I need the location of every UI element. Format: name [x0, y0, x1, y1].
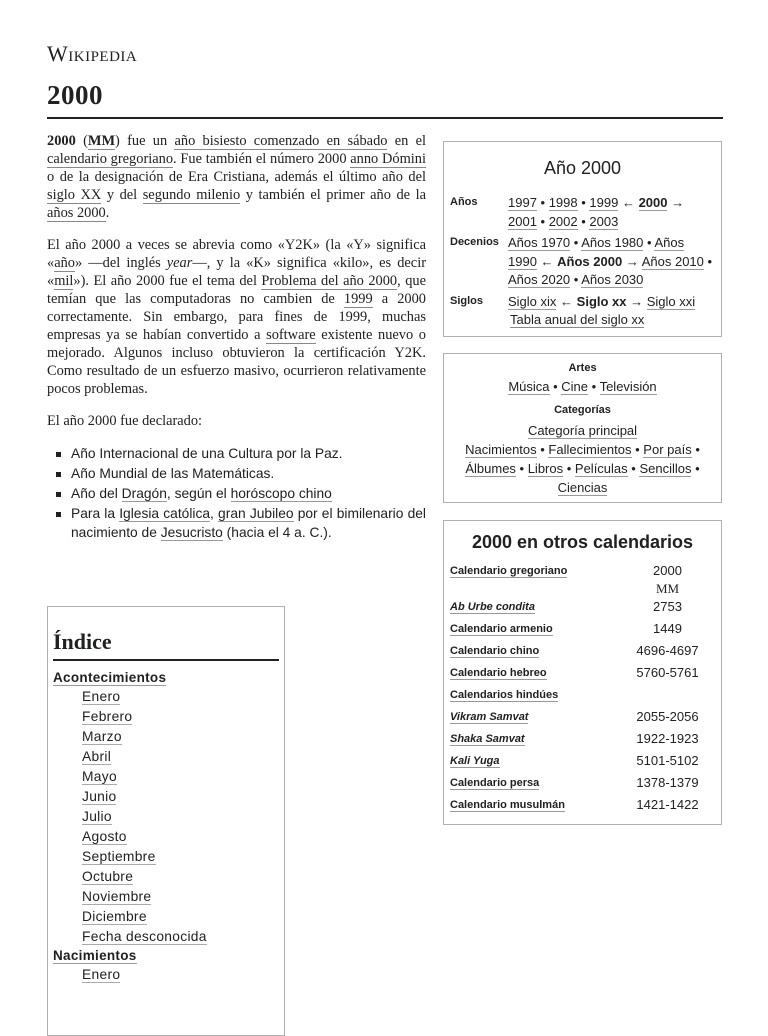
calendar-label-link[interactable]: Shaka Samvat: [450, 733, 525, 745]
calendar-label-link[interactable]: Calendario persa: [450, 777, 540, 789]
link-nacimientos[interactable]: Nacimientos: [465, 442, 537, 457]
calendar-row: [444, 642, 721, 664]
link-mm[interactable]: MM: [87, 133, 116, 149]
categorias-label: Categorías: [554, 404, 611, 416]
calendar-value: 2055-2056: [636, 709, 699, 724]
link-tabla-anual[interactable]: Tabla anual del siglo xx: [510, 312, 645, 327]
calendar-row: [444, 598, 721, 620]
link-musica[interactable]: Música: [508, 379, 550, 394]
toc-title: Índice: [53, 629, 279, 661]
link-ano-bisiesto[interactable]: año bisiesto comenzado en sábado: [174, 133, 388, 149]
toc-item[interactable]: Febrero: [82, 709, 133, 724]
list-item: Año Mundial de las Matemáticas.: [71, 464, 426, 483]
other-calendars-infobox: [443, 520, 722, 825]
link-gran-jubileo[interactable]: gran Jubileo: [218, 506, 294, 521]
calendar-value: 5760-5761: [636, 665, 699, 680]
link-iglesia-catolica[interactable]: Iglesia católica: [119, 506, 211, 521]
link-categoria-principal[interactable]: Categoría principal: [527, 423, 638, 438]
toc-item[interactable]: Junio: [82, 789, 117, 804]
link-1998[interactable]: 1998: [548, 195, 578, 210]
calendars-table: [444, 562, 721, 818]
calendar-value: 5101-5102: [636, 753, 699, 768]
link-siglo-xx[interactable]: siglo XX: [47, 187, 102, 203]
link-2001[interactable]: 2001: [508, 213, 537, 229]
list-item: Año Internacional de una Cultura por la Paz.: [71, 444, 426, 463]
categories-infobox: Artes Música • Cine • Televisión Categorías Categoría principal Nacimientos • Fallecimientos • Por país • Álbumes • Libros • Películas • Sencillos • Ciencias: [443, 353, 722, 503]
toc-item[interactable]: Agosto: [82, 829, 127, 844]
calendar-label-link[interactable]: Calendario musulmán: [450, 799, 565, 811]
link-peliculas[interactable]: Películas: [574, 461, 628, 476]
link-siglo-xix[interactable]: Siglo xix: [508, 293, 557, 309]
bold-year: 2000: [47, 133, 76, 149]
calendar-row: [444, 796, 721, 818]
current-decade: Años 2000: [557, 253, 623, 269]
link-mil[interactable]: mil: [54, 273, 74, 289]
calendar-label-link[interactable]: Kali Yuga: [450, 755, 500, 767]
calendars-title: 2000 en otros calendarios: [471, 532, 694, 552]
decenios-label: Decenios: [450, 236, 499, 248]
link-ciencias[interactable]: Ciencias: [557, 480, 608, 495]
link-2003[interactable]: 2003: [589, 213, 619, 229]
anos-label: Años: [450, 196, 478, 208]
toc-item[interactable]: Abril: [82, 749, 112, 764]
toc-item[interactable]: Enero: [82, 689, 121, 704]
toc-item[interactable]: Julio: [82, 809, 112, 824]
link-television[interactable]: Televisión: [599, 379, 657, 394]
toc-item[interactable]: Marzo: [82, 729, 122, 744]
toc-section-acontecimientos[interactable]: Acontecimientos: [53, 670, 167, 685]
link-jesucristo[interactable]: Jesucristo: [160, 525, 223, 540]
siglos-row: Siglos Siglo xix ← Siglo xx → Siglo xxi: [444, 293, 721, 312]
table-of-contents: [47, 606, 285, 1036]
toc-item[interactable]: Fecha desconocida: [82, 929, 207, 944]
calendar-label-link[interactable]: Calendario hebreo: [450, 667, 547, 679]
link-por-pais[interactable]: Por país: [643, 442, 692, 457]
decenios-row: Decenios Años 1970 • Años 1980 • Años 1990 ← Años 2000 → Años 2010 • Años 2020 • Años 2030: [444, 234, 721, 290]
link-libros[interactable]: Libros: [527, 461, 564, 476]
page-title: 2000: [47, 80, 103, 110]
link-segundo-milenio[interactable]: segundo milenio: [142, 187, 241, 203]
link-problema-ano-2000[interactable]: Problema del año 2000: [261, 273, 398, 289]
calendar-row: [444, 752, 721, 774]
link-anos-2020[interactable]: Años 2020: [508, 272, 571, 287]
calendar-value: 2753: [653, 599, 682, 614]
toc-item[interactable]: Mayo: [82, 769, 117, 784]
toc-section-nacimientos[interactable]: Nacimientos: [53, 948, 137, 963]
current-century: Siglo xx: [576, 293, 627, 309]
link-1999[interactable]: 1999: [343, 291, 373, 307]
calendar-value: 1421-1422: [636, 797, 699, 812]
link-anos-1990[interactable]: Años 1990: [508, 235, 685, 269]
link-siglo-xxi[interactable]: Siglo xxi: [646, 293, 696, 309]
link-calendario-gregoriano[interactable]: calendario gregoriano: [47, 151, 174, 167]
artes-label: Artes: [568, 362, 597, 374]
toc-item[interactable]: Enero: [82, 967, 121, 982]
anos-row: Años 1997 • 1998 • 1999 ← 2000 → 2001 • 2002 • 2003: [444, 194, 721, 231]
toc-nacimientos-list: [53, 965, 279, 984]
calendar-row: [444, 730, 721, 752]
current-year: 2000: [638, 195, 668, 210]
wikipedia-logo[interactable]: Wikipedia: [47, 41, 138, 66]
toc-item[interactable]: Noviembre: [82, 889, 152, 904]
toc-item[interactable]: Diciembre: [82, 909, 147, 924]
link-ano[interactable]: año: [54, 255, 75, 271]
calendar-value: 4696-4697: [636, 643, 699, 658]
declared-list: [47, 444, 426, 542]
calendar-label-link[interactable]: Calendario chino: [450, 645, 540, 657]
calendar-label-link[interactable]: Calendarios hindúes: [450, 689, 559, 701]
calendar-row: [444, 664, 721, 686]
calendar-value: 2000: [653, 563, 682, 578]
calendar-label-link[interactable]: Ab Urbe condita: [450, 601, 535, 613]
list-item: Para la Iglesia católica, gran Jubileo por el bimilenario del nacimiento de Jesucristo (hacia el 4 a. C.).: [71, 506, 426, 540]
article-body: [47, 132, 426, 543]
infobox-title: Año 2000: [543, 158, 622, 178]
list-item: Año del Dragón, según el horóscopo chino: [71, 484, 426, 503]
link-fallecimientos[interactable]: Fallecimientos: [548, 442, 632, 457]
y2k-paragraph: El año 2000 a veces se abrevia como «Y2K» (la «Y» significa «año» —del inglés year—, y la «K» significa «kilo», es decir «mil»). El año 2000 fue el tema del Problema del año 2000, que temían que las computadoras no cambien de 1999 a 2000 correctamente. Sin embargo, para fines de 1999, muchas empresas ya se habían convertido a software existente nuevo o mejorado. Algunos incluso obtuvieron la certificación Y2K. Como resultado de un esfuerzo masivo, ocurrieron relativamente pocos problemas.: [47, 237, 426, 397]
link-1999-nav[interactable]: 1999: [589, 195, 619, 210]
intro-paragraph: 2000 (MM) fue un año bisiesto comenzado en sábado en el calendario gregoriano. Fue también el número 2000 anno Dómini o de la designación de Era Cristiana, además el último año del siglo XX y del segundo milenio y también el primer año de la años 2000.: [47, 133, 427, 221]
link-anos-1970[interactable]: Años 1970: [508, 235, 571, 250]
calendar-value: 1922-1923: [636, 731, 699, 746]
calendar-value: 1378-1379: [636, 775, 699, 790]
link-anno-domini[interactable]: anno Dómini: [350, 151, 426, 167]
calendar-label-link[interactable]: Vikram Samvat: [450, 711, 529, 723]
link-albumes[interactable]: Álbumes: [465, 461, 516, 476]
link-anos-2030[interactable]: Años 2030: [581, 272, 644, 287]
link-dragon[interactable]: Dragón: [121, 486, 167, 501]
declared-paragraph: El año 2000 fue declarado:: [47, 413, 203, 429]
calendar-label-link[interactable]: Calendario gregoriano: [450, 565, 568, 577]
calendar-row: [444, 562, 721, 598]
link-horoscopo-chino[interactable]: horóscopo chino: [230, 486, 332, 501]
link-anos-2010[interactable]: Años 2010: [641, 253, 704, 269]
calendar-row: [444, 686, 721, 708]
calendar-label-link[interactable]: Calendario armenio: [450, 623, 553, 635]
siglos-label: Siglos: [450, 294, 484, 307]
link-anos-1980[interactable]: Años 1980: [581, 235, 644, 250]
link-software[interactable]: software: [266, 327, 316, 343]
toc-item[interactable]: Septiembre: [82, 849, 156, 864]
toc-months-list: [53, 687, 279, 946]
calendar-row: [444, 708, 721, 730]
toc-item[interactable]: Octubre: [82, 869, 134, 884]
calendar-row: [444, 774, 721, 796]
link-cine[interactable]: Cine: [561, 379, 589, 394]
calendar-value-roman: MM: [655, 581, 680, 596]
title-divider: [47, 117, 723, 119]
link-1997[interactable]: 1997: [508, 195, 537, 210]
link-anos-2000[interactable]: años 2000: [47, 205, 106, 221]
link-2002[interactable]: 2002: [548, 213, 578, 229]
calendar-value: 1449: [653, 621, 682, 636]
year-navigation-infobox: [443, 141, 722, 337]
link-sencillos[interactable]: Sencillos: [639, 461, 692, 476]
calendar-row: [444, 620, 721, 642]
